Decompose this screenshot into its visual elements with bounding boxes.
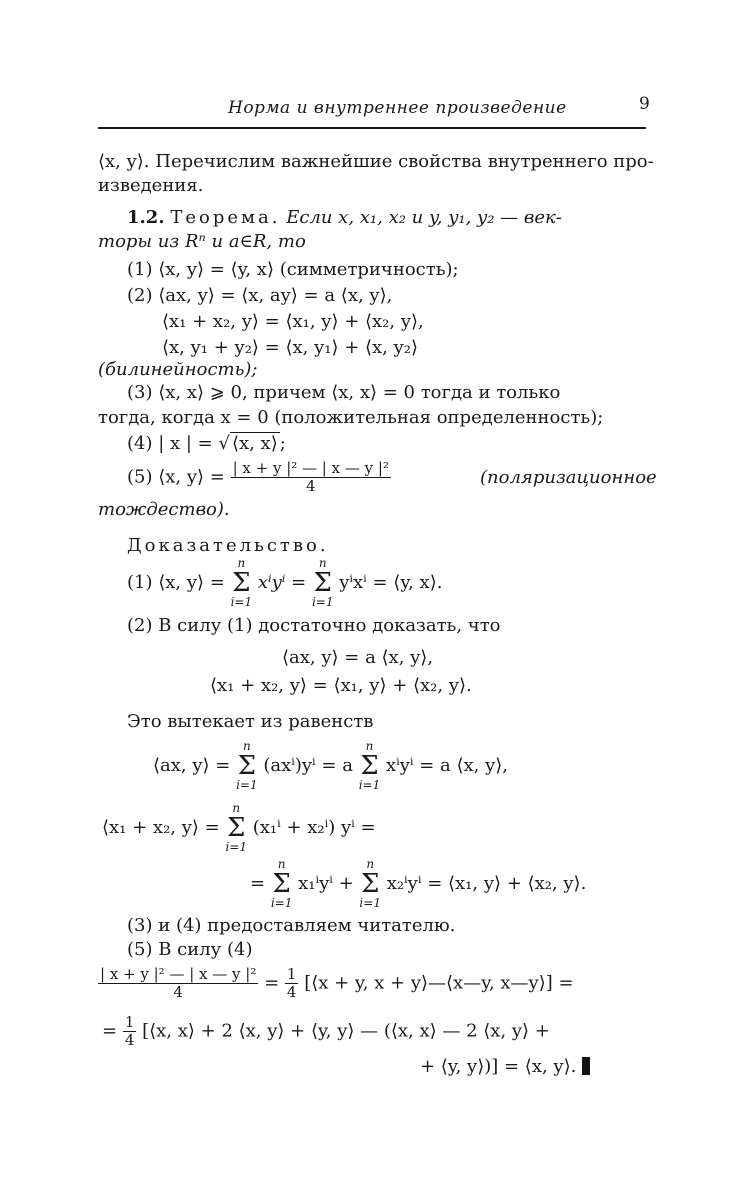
property-5 [127, 460, 391, 495]
proof-equation-1 [153, 740, 508, 792]
property-2b: ⟨x₁ + x₂, y⟩ = ⟨x₁, y⟩ + ⟨x₂, y⟩, [162, 311, 424, 332]
property-4 [127, 432, 286, 456]
property-3a: (3) ⟨x, x⟩ ⩾ 0, причем ⟨x, x⟩ = 0 тогда и только [127, 382, 561, 403]
property-2d: (билинейность); [98, 359, 258, 380]
intro-line-1: ⟨x, y⟩. Перечислим важнейшие свойства внутреннего про- [98, 151, 654, 172]
theorem-statement-2: торы из Rⁿ и a∈R, то [98, 231, 306, 252]
eq3-term-2: x₂ⁱyⁱ = ⟨x₁, y⟩ + ⟨x₂, y⟩. [386, 873, 587, 894]
running-title: Норма и внутреннее произведение [228, 98, 567, 118]
property-4-lhs: (4) | x | = √ [127, 433, 230, 454]
eq1-term-1: (axⁱ)yⁱ = a [263, 755, 353, 776]
proof-step-1-lhs: (1) ⟨x, y⟩ = [127, 572, 225, 593]
qed-mark-icon [582, 1057, 590, 1075]
property-4-end: ; [279, 433, 286, 454]
property-5-name-2: тождество). [98, 499, 230, 520]
proof-equation-2 [102, 802, 376, 854]
proof-step-2-eq-2: ⟨x₁ + x₂, y⟩ = ⟨x₁, y⟩ + ⟨x₂, y⟩. [210, 675, 472, 696]
proof-step-3-4: (3) и (4) предоставляем читателю. [127, 915, 456, 936]
theorem-number: 1.2. [127, 207, 165, 228]
eq1-lhs: ⟨ax, y⟩ = [153, 755, 231, 776]
property-5-denominator: 4 [305, 477, 316, 495]
proof-step-2: (2) В силу (1) достаточно доказать, что [127, 615, 501, 636]
eq1-term-2: xⁱyⁱ = a ⟨x, y⟩, [385, 755, 509, 776]
property-5-name: (поляризационное [480, 467, 657, 488]
step5-denominator: 4 [173, 983, 183, 1001]
proof-step-1-term-1: xⁱyⁱ = [257, 572, 307, 593]
intro-line-2: изведения. [98, 175, 204, 196]
sum-operator: n Σ i=1 [236, 739, 258, 792]
step5-fraction [98, 966, 258, 1001]
eq3-term-1: x₁ⁱyⁱ + [298, 873, 354, 894]
proof-step-5-line-2 [102, 1014, 550, 1049]
quarter-fraction: $\frac{1}{4}$ [124, 1013, 135, 1049]
proof-step-5: (5) В силу (4) [127, 939, 253, 960]
proof-follows: Это вытекает из равенств [127, 711, 374, 732]
proof-equation-3 [250, 858, 586, 910]
page-number: 9 [639, 94, 650, 114]
sum-operator: n Σ i=1 [311, 556, 334, 609]
step5-line2-equals: = [102, 1020, 118, 1042]
header-rule [98, 127, 646, 129]
property-5-fraction [231, 460, 391, 495]
proof-step-5-line-3 [420, 1055, 590, 1079]
sum-operator: n Σ i=1 [270, 857, 293, 910]
sum-operator: n Σ i=1 [225, 801, 247, 854]
eq2-term-1: (x₁ⁱ + x₂ⁱ) yⁱ = [252, 817, 376, 838]
proof-step-1 [127, 557, 442, 609]
sum-operator: n Σ i=1 [359, 857, 381, 910]
property-2c: ⟨x, y₁ + y₂⟩ = ⟨x, y₁⟩ + ⟨x, y₂⟩ [162, 337, 419, 358]
property-2a: (2) ⟨ax, y⟩ = ⟨x, ay⟩ = a ⟨x, y⟩, [127, 285, 393, 306]
step5-rhs: [⟨x + y, x + y⟩—⟨x—y, x—y⟩] = [304, 972, 574, 994]
proof-title: Доказательство. [127, 535, 329, 556]
sum-operator: n Σ i=1 [358, 739, 381, 792]
proof-step-5-line-1 [98, 966, 574, 1001]
proof-step-2-eq-1: ⟨ax, y⟩ = a ⟨x, y⟩, [282, 647, 434, 668]
eq3-lhs: = [250, 873, 266, 894]
theorem-word: Теорема. [170, 207, 281, 228]
property-4-radicand: ⟨x, x⟩ [231, 433, 278, 454]
step5-line2-rhs: [⟨x, x⟩ + 2 ⟨x, y⟩ + ⟨y, y⟩ — (⟨x, x⟩ — 2 ⟨x, y⟩ + [142, 1020, 550, 1042]
step5-line3-rhs: + ⟨y, y⟩)] = ⟨x, y⟩. [420, 1056, 577, 1077]
theorem-statement-1: Если x, x₁, x₂ и y, y₁, y₂ — век- [286, 207, 562, 228]
theorem-heading [127, 206, 562, 230]
sum-operator: n Σ i=1 [230, 556, 253, 609]
property-5-lhs: (5) ⟨x, y⟩ = [127, 466, 225, 488]
quarter-fraction: $\frac{1}{4}$ [286, 965, 297, 1001]
property-1: (1) ⟨x, y⟩ = ⟨y, x⟩ (симметричность); [127, 259, 459, 280]
proof-step-1-term-2: yⁱxⁱ = ⟨y, x⟩. [339, 572, 443, 593]
step5-numerator: | x + y |² — | x — y |² [100, 965, 257, 983]
property-3b: тогда, когда x = 0 (положительная определенность); [98, 407, 604, 428]
eq2-lhs: ⟨x₁ + x₂, y⟩ = [102, 817, 220, 838]
step5-equals: = [264, 972, 280, 994]
property-5-numerator: | x + y |² — | x — y |² [232, 459, 389, 477]
